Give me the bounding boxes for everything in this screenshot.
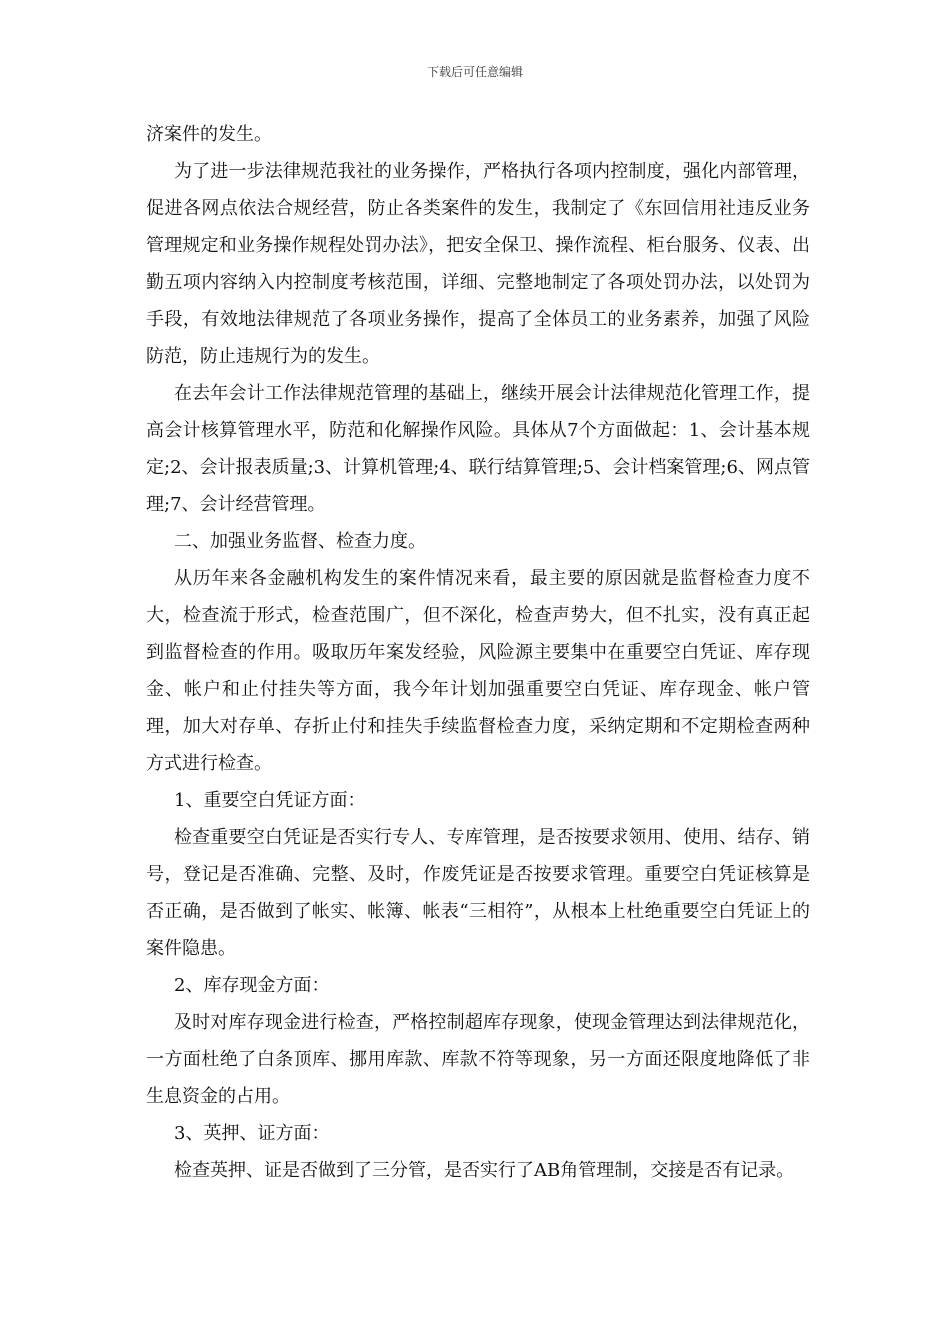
paragraph: 济案件的发生。 xyxy=(146,124,272,145)
subsection-heading: 3、英押、证方面： xyxy=(174,1123,330,1144)
subsection-heading: 2、库存现金方面： xyxy=(174,975,330,996)
document-body xyxy=(146,116,810,1189)
section-heading: 二、加强业务监督、检查力度。 xyxy=(174,531,426,552)
subsection-heading: 1、重要空白凭证方面： xyxy=(174,790,366,811)
paragraph: 在去年会计工作法律规范管理的基础上，继续开展会计法律规范化管理工作，提高会计核算管理水平，防范和化解操作风险。具体从7个方面做起：1、会计基本规定;2、会计报表质量;3、计算机管理;4、联行结算管理;5、会计档案管理;6、网点管理;7、会计经营管理。 xyxy=(146,383,810,515)
paragraph: 从历年来各金融机构发生的案件情况来看，最主要的原因就是监督检查力度不大，检查流于形式，检查范围广，但不深化，检查声势大，但不扎实，没有真正起到监督检查的作用。吸取历年案发经验，风险源主要集中在重要空白凭证、库存现金、帐户和止付挂失等方面，我今年计划加强重要空白凭证、库存现金、帐户管理，加大对存单、存折止付和挂失手续监督检查力度，采纳定期和不定期检查两种方式进行检查。 xyxy=(146,568,810,774)
paragraph: 检查英押、证是否做到了三分管，是否实行了AB角管理制，交接是否有记录。 xyxy=(174,1160,795,1181)
paragraph: 为了进一步法律规范我社的业务操作，严格执行各项内控制度，强化内部管理，促进各网点依法合规经营，防止各类案件的发生，我制定了《东回信用社违反业务管理规定和业务操作规程处罚办法》，把安全保卫、操作流程、柜台服务、仪表、出勤五项内容纳入内控制度考核范围，详细、完整地制定了各项处罚办法，以处罚为手段，有效地法律规范了各项业务操作，提高了全体员工的业务素养，加强了风险防范，防止违规行为的发生。 xyxy=(146,161,810,367)
paragraph: 及时对库存现金进行检查，严格控制超库存现象，使现金管理达到法律规范化，一方面杜绝了白条顶库、挪用库款、库款不符等现象，另一方面还限度地降低了非生息资金的占用。 xyxy=(146,1012,810,1107)
page-header: 下载后可任意编辑 xyxy=(426,65,523,79)
paragraph: 检查重要空白凭证是否实行专人、专库管理，是否按要求领用、使用、结存、销号，登记是否准确、完整、及时，作废凭证是否按要求管理。重要空白凭证核算是否正确，是否做到了帐实、帐簿、帐表“三相符”，从根本上杜绝重要空白凭证上的案件隐患。 xyxy=(146,827,810,959)
